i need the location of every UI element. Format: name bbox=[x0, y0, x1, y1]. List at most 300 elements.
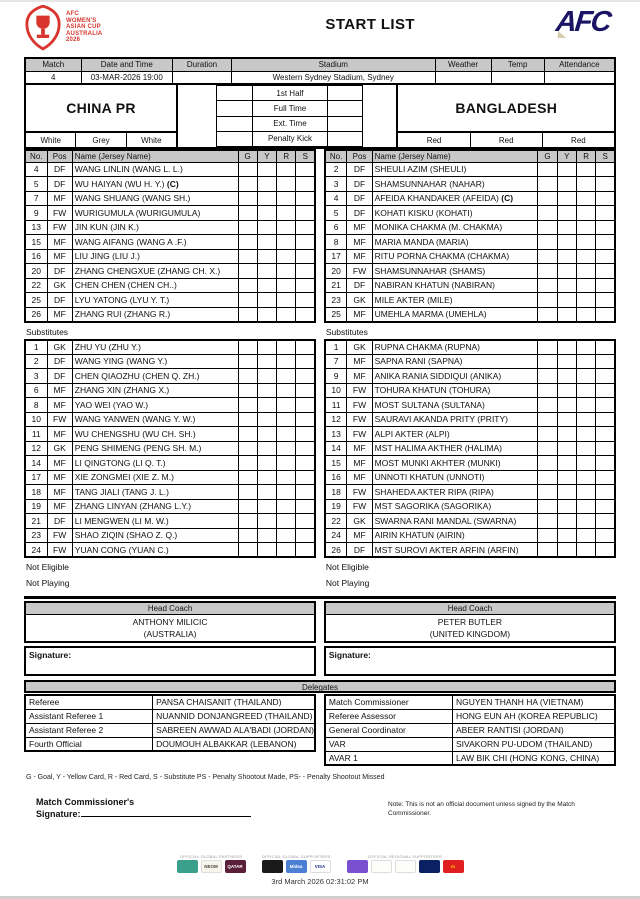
player-name: JIN KUN (JIN K.) bbox=[72, 220, 238, 235]
delegate-row bbox=[25, 723, 315, 737]
stat-cell-g bbox=[538, 528, 557, 543]
player-name: UMEHLA MARMA (UMEHLA) bbox=[372, 307, 538, 322]
stat-cell-y bbox=[257, 383, 276, 398]
match-date-time: 03-MAR-2026 19:00 bbox=[81, 71, 172, 84]
stat-cell-y bbox=[557, 177, 576, 192]
player-position: FW bbox=[347, 398, 372, 413]
player-row bbox=[25, 543, 315, 558]
stat-cell-y bbox=[557, 206, 576, 221]
stat-cell-s bbox=[296, 514, 315, 529]
afc-logo-icon bbox=[555, 6, 612, 39]
match-info-header-cell: Weather bbox=[435, 58, 491, 71]
player-row bbox=[25, 412, 315, 427]
player-row bbox=[25, 398, 315, 413]
stat-cell-g bbox=[538, 514, 557, 529]
sponsor-logo-midea: Midea bbox=[286, 860, 307, 873]
mc-signature-line2: Signature: bbox=[36, 809, 81, 819]
stat-cell-s bbox=[296, 470, 315, 485]
delegate-name-cell: NUANNID DONJANGREED (THAILAND) bbox=[153, 709, 315, 723]
stat-cell-g bbox=[238, 293, 257, 308]
stat-cell-y bbox=[257, 191, 276, 206]
delegates-right-table bbox=[324, 694, 616, 766]
player-row bbox=[25, 427, 315, 442]
player-number: 3 bbox=[25, 369, 47, 384]
player-name: WANG SHUANG (WANG SH.) bbox=[72, 191, 238, 206]
stat-cell-s bbox=[596, 485, 615, 500]
away-team-box bbox=[396, 85, 614, 147]
player-row bbox=[325, 441, 615, 456]
stat-cell-r bbox=[576, 206, 595, 221]
captain-mark: (C) bbox=[501, 193, 514, 204]
away-coach-name bbox=[326, 615, 614, 641]
player-name: TANG JIALI (TANG J. L.) bbox=[72, 485, 238, 500]
match-number: 4 bbox=[25, 71, 81, 84]
delegate-name-cell: DOUMOUH ALBAKKAR (LEBANON) bbox=[153, 737, 315, 751]
match-info-header-cell: Match bbox=[25, 58, 81, 71]
delegate-role-cell: Assistant Referee 1 bbox=[25, 709, 153, 723]
stat-cell-g bbox=[538, 412, 557, 427]
player-name: NABIRAN KHATUN (NABIRAN) bbox=[372, 278, 538, 293]
player-row bbox=[325, 278, 615, 293]
player-number: 9 bbox=[325, 369, 347, 384]
player-row bbox=[325, 307, 615, 322]
stat-cell-s bbox=[596, 470, 615, 485]
page-edge-top bbox=[0, 0, 640, 2]
sponsor-logo-white2 bbox=[395, 860, 416, 873]
match-temp bbox=[491, 71, 544, 84]
stat-cell-g bbox=[538, 177, 557, 192]
stat-cell-g bbox=[538, 398, 557, 413]
stat-cell-g bbox=[238, 441, 257, 456]
stat-cell-g bbox=[538, 383, 557, 398]
stat-cell-r bbox=[576, 412, 595, 427]
player-position: FW bbox=[47, 543, 72, 558]
stat-cell-r bbox=[576, 249, 595, 264]
match-info-header-row bbox=[25, 58, 615, 71]
sponsor-group bbox=[347, 854, 464, 873]
stat-cell-s bbox=[296, 177, 315, 192]
stat-cell-r bbox=[277, 278, 296, 293]
stat-cell-r bbox=[576, 278, 595, 293]
stat-cell-y bbox=[557, 499, 576, 514]
player-number: 9 bbox=[25, 206, 47, 221]
stat-cell-y bbox=[257, 543, 276, 558]
player-number: 1 bbox=[25, 340, 47, 355]
stat-cell-g bbox=[538, 427, 557, 442]
stat-cell-y bbox=[557, 293, 576, 308]
player-position: MF bbox=[47, 307, 72, 322]
player-position: MF bbox=[347, 470, 372, 485]
player-number: 23 bbox=[25, 528, 47, 543]
score-label: 1st Half bbox=[253, 85, 328, 101]
delegate-row bbox=[325, 751, 615, 765]
player-name: ZHANG CHENGXUE (ZHANG CH. X.) bbox=[72, 264, 238, 279]
delegate-role-cell: General Coordinator bbox=[325, 723, 453, 737]
stat-cell-y bbox=[257, 441, 276, 456]
player-number: 24 bbox=[25, 543, 47, 558]
stat-cell-s bbox=[296, 427, 315, 442]
stat-cell-y bbox=[257, 264, 276, 279]
player-number: 25 bbox=[25, 293, 47, 308]
away-coach-signature-box: Signature: bbox=[324, 646, 616, 676]
stat-cell-g bbox=[538, 354, 557, 369]
delegate-role-cell: Referee bbox=[25, 695, 153, 709]
stat-cell-y bbox=[557, 412, 576, 427]
stat-cell-g bbox=[538, 206, 557, 221]
stat-cell-s bbox=[296, 485, 315, 500]
match-commissioner-section bbox=[24, 796, 616, 820]
signature-line bbox=[81, 809, 251, 817]
player-number: 10 bbox=[25, 412, 47, 427]
stat-cell-s bbox=[296, 235, 315, 250]
home-roster-column bbox=[24, 149, 316, 590]
player-name: SAURAVI AKANDA PRITY (PRITY) bbox=[372, 412, 538, 427]
stat-cell-s bbox=[296, 441, 315, 456]
section-divider bbox=[24, 596, 616, 599]
stat-cell-y bbox=[557, 485, 576, 500]
stat-cell-s bbox=[596, 427, 615, 442]
stat-cell-s bbox=[296, 340, 315, 355]
team-score-block bbox=[24, 85, 616, 149]
player-row bbox=[25, 369, 315, 384]
player-name: MONIKA CHAKMA (M. CHAKMA) bbox=[372, 220, 538, 235]
stat-cell-r bbox=[576, 398, 595, 413]
stat-cell-s bbox=[596, 206, 615, 221]
not-playing-label: Not Playing bbox=[26, 578, 70, 588]
stat-cell-g bbox=[538, 485, 557, 500]
delegate-name-cell: NGUYEN THANH HA (VIETNAM) bbox=[453, 695, 615, 709]
player-number: 22 bbox=[325, 514, 347, 529]
tournament-logo-line: 2026 bbox=[66, 37, 81, 43]
stat-cell-y bbox=[257, 427, 276, 442]
stat-cell-r bbox=[277, 383, 296, 398]
player-name: MILE AKTER (MILE) bbox=[372, 293, 538, 308]
roster-column-header: R bbox=[277, 150, 296, 162]
match-info-header-cell: Date and Time bbox=[81, 58, 172, 71]
player-name: WU HAIYAN (WU H. Y.) (C) bbox=[72, 177, 238, 192]
stat-cell-s bbox=[296, 354, 315, 369]
player-name: WU CHENGSHU (WU CH. SH.) bbox=[72, 427, 238, 442]
afc-logo-text: AFC bbox=[554, 6, 612, 38]
player-number: 25 bbox=[325, 307, 347, 322]
player-row bbox=[325, 162, 615, 177]
player-name: LI MENGWEN (LI M. W.) bbox=[72, 514, 238, 529]
kit-color-cell: Red bbox=[398, 133, 470, 147]
stat-cell-g bbox=[238, 220, 257, 235]
stat-cell-s bbox=[596, 383, 615, 398]
player-row bbox=[25, 307, 315, 322]
page-title: START LIST bbox=[325, 16, 415, 33]
player-row bbox=[325, 249, 615, 264]
player-name: RUPNA CHAKMA (RUPNA) bbox=[372, 340, 538, 355]
player-name: MST HALIMA AKTHER (HALIMA) bbox=[372, 441, 538, 456]
player-number: 13 bbox=[325, 427, 347, 442]
stat-cell-s bbox=[596, 264, 615, 279]
player-row bbox=[325, 177, 615, 192]
kit-color-cell: Red bbox=[471, 133, 543, 147]
stat-cell-g bbox=[538, 293, 557, 308]
stat-cell-y bbox=[557, 369, 576, 384]
stat-cell-g bbox=[238, 456, 257, 471]
stat-cell-s bbox=[296, 456, 315, 471]
player-number: 10 bbox=[325, 383, 347, 398]
player-name: ANIKA RANIA SIDDIQUI (ANIKA) bbox=[372, 369, 538, 384]
sponsor-chip-row bbox=[177, 860, 246, 873]
stat-cell-g bbox=[238, 528, 257, 543]
delegate-role-cell: Referee Assessor bbox=[325, 709, 453, 723]
delegate-row bbox=[325, 709, 615, 723]
player-row bbox=[25, 470, 315, 485]
sponsor-logo-navy bbox=[419, 860, 440, 873]
stat-cell-y bbox=[557, 278, 576, 293]
sponsor-logo-qatar: QATAR bbox=[225, 860, 246, 873]
substitutes-label: Substitutes bbox=[26, 326, 69, 337]
player-position: FW bbox=[47, 412, 72, 427]
player-number: 18 bbox=[325, 485, 347, 500]
stat-cell-g bbox=[238, 235, 257, 250]
roster-column-header: Pos bbox=[347, 150, 372, 162]
player-position: MF bbox=[47, 191, 72, 206]
stat-cell-y bbox=[257, 485, 276, 500]
player-position: DF bbox=[347, 162, 372, 177]
score-row bbox=[178, 85, 397, 101]
player-name: WURIGUMULA (WURIGUMULA) bbox=[72, 206, 238, 221]
kit-color-cell: Grey bbox=[76, 133, 126, 147]
roster-column-header: Name (Jersey Name) bbox=[72, 150, 238, 162]
stat-cell-s bbox=[596, 543, 615, 558]
sponsor-logo-visa: VISA bbox=[310, 860, 331, 873]
player-position: GK bbox=[347, 293, 372, 308]
player-position: MF bbox=[47, 456, 72, 471]
away-team-name: BANGLADESH bbox=[455, 100, 558, 116]
stat-cell-s bbox=[296, 307, 315, 322]
player-name: ZHANG LINYAN (ZHANG L.Y.) bbox=[72, 499, 238, 514]
stat-cell-r bbox=[277, 340, 296, 355]
player-position: MF bbox=[347, 249, 372, 264]
player-row bbox=[325, 485, 615, 500]
stat-cell-s bbox=[596, 235, 615, 250]
stat-cell-g bbox=[238, 485, 257, 500]
stat-cell-y bbox=[257, 470, 276, 485]
roster-header-row bbox=[325, 150, 615, 162]
stat-cell-y bbox=[557, 514, 576, 529]
player-position: MF bbox=[47, 249, 72, 264]
player-name: YUAN CONG (YUAN C.) bbox=[72, 543, 238, 558]
stat-cell-g bbox=[538, 369, 557, 384]
coach-name-line: ANTHONY MILICIC bbox=[132, 617, 208, 627]
stat-cell-r bbox=[576, 427, 595, 442]
player-name: ALPI AKTER (ALPI) bbox=[372, 427, 538, 442]
player-name: TOHURA KHATUN (TOHURA) bbox=[372, 383, 538, 398]
player-position: DF bbox=[347, 543, 372, 558]
match-info-value-row bbox=[25, 71, 615, 84]
match-weather bbox=[435, 71, 491, 84]
stat-cell-y bbox=[557, 441, 576, 456]
player-name: WANG YING (WANG Y.) bbox=[72, 354, 238, 369]
player-name: WANG LINLIN (WANG L. L.) bbox=[72, 162, 238, 177]
stat-cell-y bbox=[257, 220, 276, 235]
player-position: DF bbox=[47, 264, 72, 279]
roster-column-header: G bbox=[538, 150, 557, 162]
stat-cell-r bbox=[277, 514, 296, 529]
roster-column-header: G bbox=[238, 150, 257, 162]
stat-cell-r bbox=[277, 398, 296, 413]
player-position: GK bbox=[47, 441, 72, 456]
score-label: Penalty Kick bbox=[253, 131, 328, 147]
player-row bbox=[325, 206, 615, 221]
stat-cell-r bbox=[576, 485, 595, 500]
away-starters-table bbox=[324, 149, 616, 323]
stat-cell-r bbox=[576, 191, 595, 206]
stat-cell-s bbox=[296, 398, 315, 413]
coach-country-line: (AUSTRALIA) bbox=[143, 629, 197, 639]
stat-cell-g bbox=[238, 383, 257, 398]
stat-cell-s bbox=[296, 528, 315, 543]
player-number: 2 bbox=[25, 354, 47, 369]
stat-cell-s bbox=[596, 307, 615, 322]
player-row bbox=[325, 220, 615, 235]
player-position: GK bbox=[47, 340, 72, 355]
player-row bbox=[325, 383, 615, 398]
stat-cell-r bbox=[277, 528, 296, 543]
stat-cell-r bbox=[576, 470, 595, 485]
stat-cell-y bbox=[257, 369, 276, 384]
tournament-logo-text bbox=[66, 11, 102, 51]
stat-cell-y bbox=[557, 398, 576, 413]
stat-cell-y bbox=[557, 249, 576, 264]
stat-cell-g bbox=[238, 162, 257, 177]
stat-cell-y bbox=[557, 340, 576, 355]
player-row bbox=[25, 528, 315, 543]
sponsor-group-caption: OFFICIAL REGIONAL SUPPORTERS bbox=[368, 854, 442, 859]
player-row bbox=[325, 354, 615, 369]
stat-cell-g bbox=[238, 398, 257, 413]
sponsor-logo-red-m: m bbox=[443, 860, 464, 873]
stat-cell-s bbox=[596, 499, 615, 514]
stat-cell-y bbox=[557, 235, 576, 250]
match-stadium: Western Sydney Stadium, Sydney bbox=[231, 71, 435, 84]
player-name: LIU JING (LIU J.) bbox=[72, 249, 238, 264]
player-number: 15 bbox=[325, 456, 347, 471]
player-row bbox=[25, 220, 315, 235]
stat-cell-s bbox=[596, 293, 615, 308]
delegates-left bbox=[24, 694, 316, 752]
stat-cell-y bbox=[257, 412, 276, 427]
stat-cell-y bbox=[257, 398, 276, 413]
signatures-section bbox=[24, 646, 616, 676]
stat-cell-y bbox=[257, 528, 276, 543]
player-position: MF bbox=[47, 499, 72, 514]
stat-cell-y bbox=[257, 514, 276, 529]
player-number: 15 bbox=[25, 235, 47, 250]
away-substitutes-table bbox=[324, 339, 616, 559]
stat-cell-s bbox=[296, 220, 315, 235]
stat-cell-r bbox=[576, 514, 595, 529]
home-coach-signature-box: Signature: bbox=[24, 646, 316, 676]
player-number: 8 bbox=[25, 398, 47, 413]
player-name: AIRIN KHATUN (AIRIN) bbox=[372, 528, 538, 543]
stat-cell-s bbox=[296, 293, 315, 308]
home-substitutes-table bbox=[24, 339, 316, 559]
player-row bbox=[25, 514, 315, 529]
stat-cell-r bbox=[277, 456, 296, 471]
sponsor-chip-row bbox=[347, 860, 464, 873]
stat-cell-r bbox=[277, 177, 296, 192]
stat-cell-r bbox=[277, 441, 296, 456]
stat-cell-g bbox=[538, 340, 557, 355]
masthead bbox=[24, 5, 616, 55]
stat-cell-y bbox=[557, 427, 576, 442]
sponsor-logos-row bbox=[24, 854, 616, 873]
stat-cell-r bbox=[576, 441, 595, 456]
player-position: MF bbox=[347, 528, 372, 543]
score-column bbox=[178, 85, 397, 147]
away-coach-box bbox=[324, 601, 616, 643]
player-position: MF bbox=[347, 441, 372, 456]
player-number: 17 bbox=[325, 249, 347, 264]
stat-cell-g bbox=[238, 514, 257, 529]
stat-cell-r bbox=[277, 499, 296, 514]
stat-cell-s bbox=[596, 177, 615, 192]
player-position: MF bbox=[47, 470, 72, 485]
stat-cell-s bbox=[596, 398, 615, 413]
match-info-table bbox=[24, 57, 616, 85]
stat-cell-g bbox=[538, 220, 557, 235]
stat-cell-y bbox=[257, 340, 276, 355]
stat-cell-r bbox=[576, 177, 595, 192]
stat-cell-g bbox=[238, 278, 257, 293]
player-position: FW bbox=[47, 528, 72, 543]
player-number: 18 bbox=[25, 485, 47, 500]
print-timestamp: 3rd March 2026 02:31:02 PM bbox=[271, 877, 369, 886]
stat-cell-s bbox=[296, 369, 315, 384]
stat-cell-g bbox=[538, 278, 557, 293]
stat-cell-r bbox=[576, 293, 595, 308]
player-name: ZHU YU (ZHU Y.) bbox=[72, 340, 238, 355]
mc-signature-block bbox=[24, 796, 251, 820]
stat-cell-s bbox=[596, 220, 615, 235]
player-name: YAO WEI (YAO W.) bbox=[72, 398, 238, 413]
player-name: MOST SULTANA (SULTANA) bbox=[372, 398, 538, 413]
stat-cell-r bbox=[277, 235, 296, 250]
player-name: MOST MUNKI AKHTER (MUNKI) bbox=[372, 456, 538, 471]
player-position: DF bbox=[47, 177, 72, 192]
player-number: 12 bbox=[25, 441, 47, 456]
stat-cell-y bbox=[557, 456, 576, 471]
mc-signature-line1: Match Commissioner's bbox=[36, 797, 135, 807]
roster-column-header: Pos bbox=[47, 150, 72, 162]
stat-cell-y bbox=[557, 220, 576, 235]
delegate-name-cell: LAW BIK CHI (HONG KONG, CHINA) bbox=[453, 751, 615, 765]
note-text: Note: This is not an official document unless signed by the Match Commissioner. bbox=[388, 801, 575, 817]
player-number: 26 bbox=[325, 543, 347, 558]
player-name: CHEN CHEN (CHEN CH..) bbox=[72, 278, 238, 293]
stat-cell-r bbox=[277, 162, 296, 177]
delegate-role-cell: Match Commissioner bbox=[325, 695, 453, 709]
player-position: DF bbox=[47, 369, 72, 384]
home-team-box bbox=[26, 85, 178, 147]
stat-cell-r bbox=[576, 340, 595, 355]
stat-cell-y bbox=[257, 293, 276, 308]
stat-cell-g bbox=[238, 412, 257, 427]
stat-cell-y bbox=[257, 354, 276, 369]
delegate-name-cell: SIVAKORN PU-UDOM (THAILAND) bbox=[453, 737, 615, 751]
tournament-logo-line: WOMEN'S bbox=[66, 17, 97, 24]
stat-cell-s bbox=[596, 514, 615, 529]
player-position: FW bbox=[47, 220, 72, 235]
stat-cell-g bbox=[238, 369, 257, 384]
stat-cell-r bbox=[576, 354, 595, 369]
